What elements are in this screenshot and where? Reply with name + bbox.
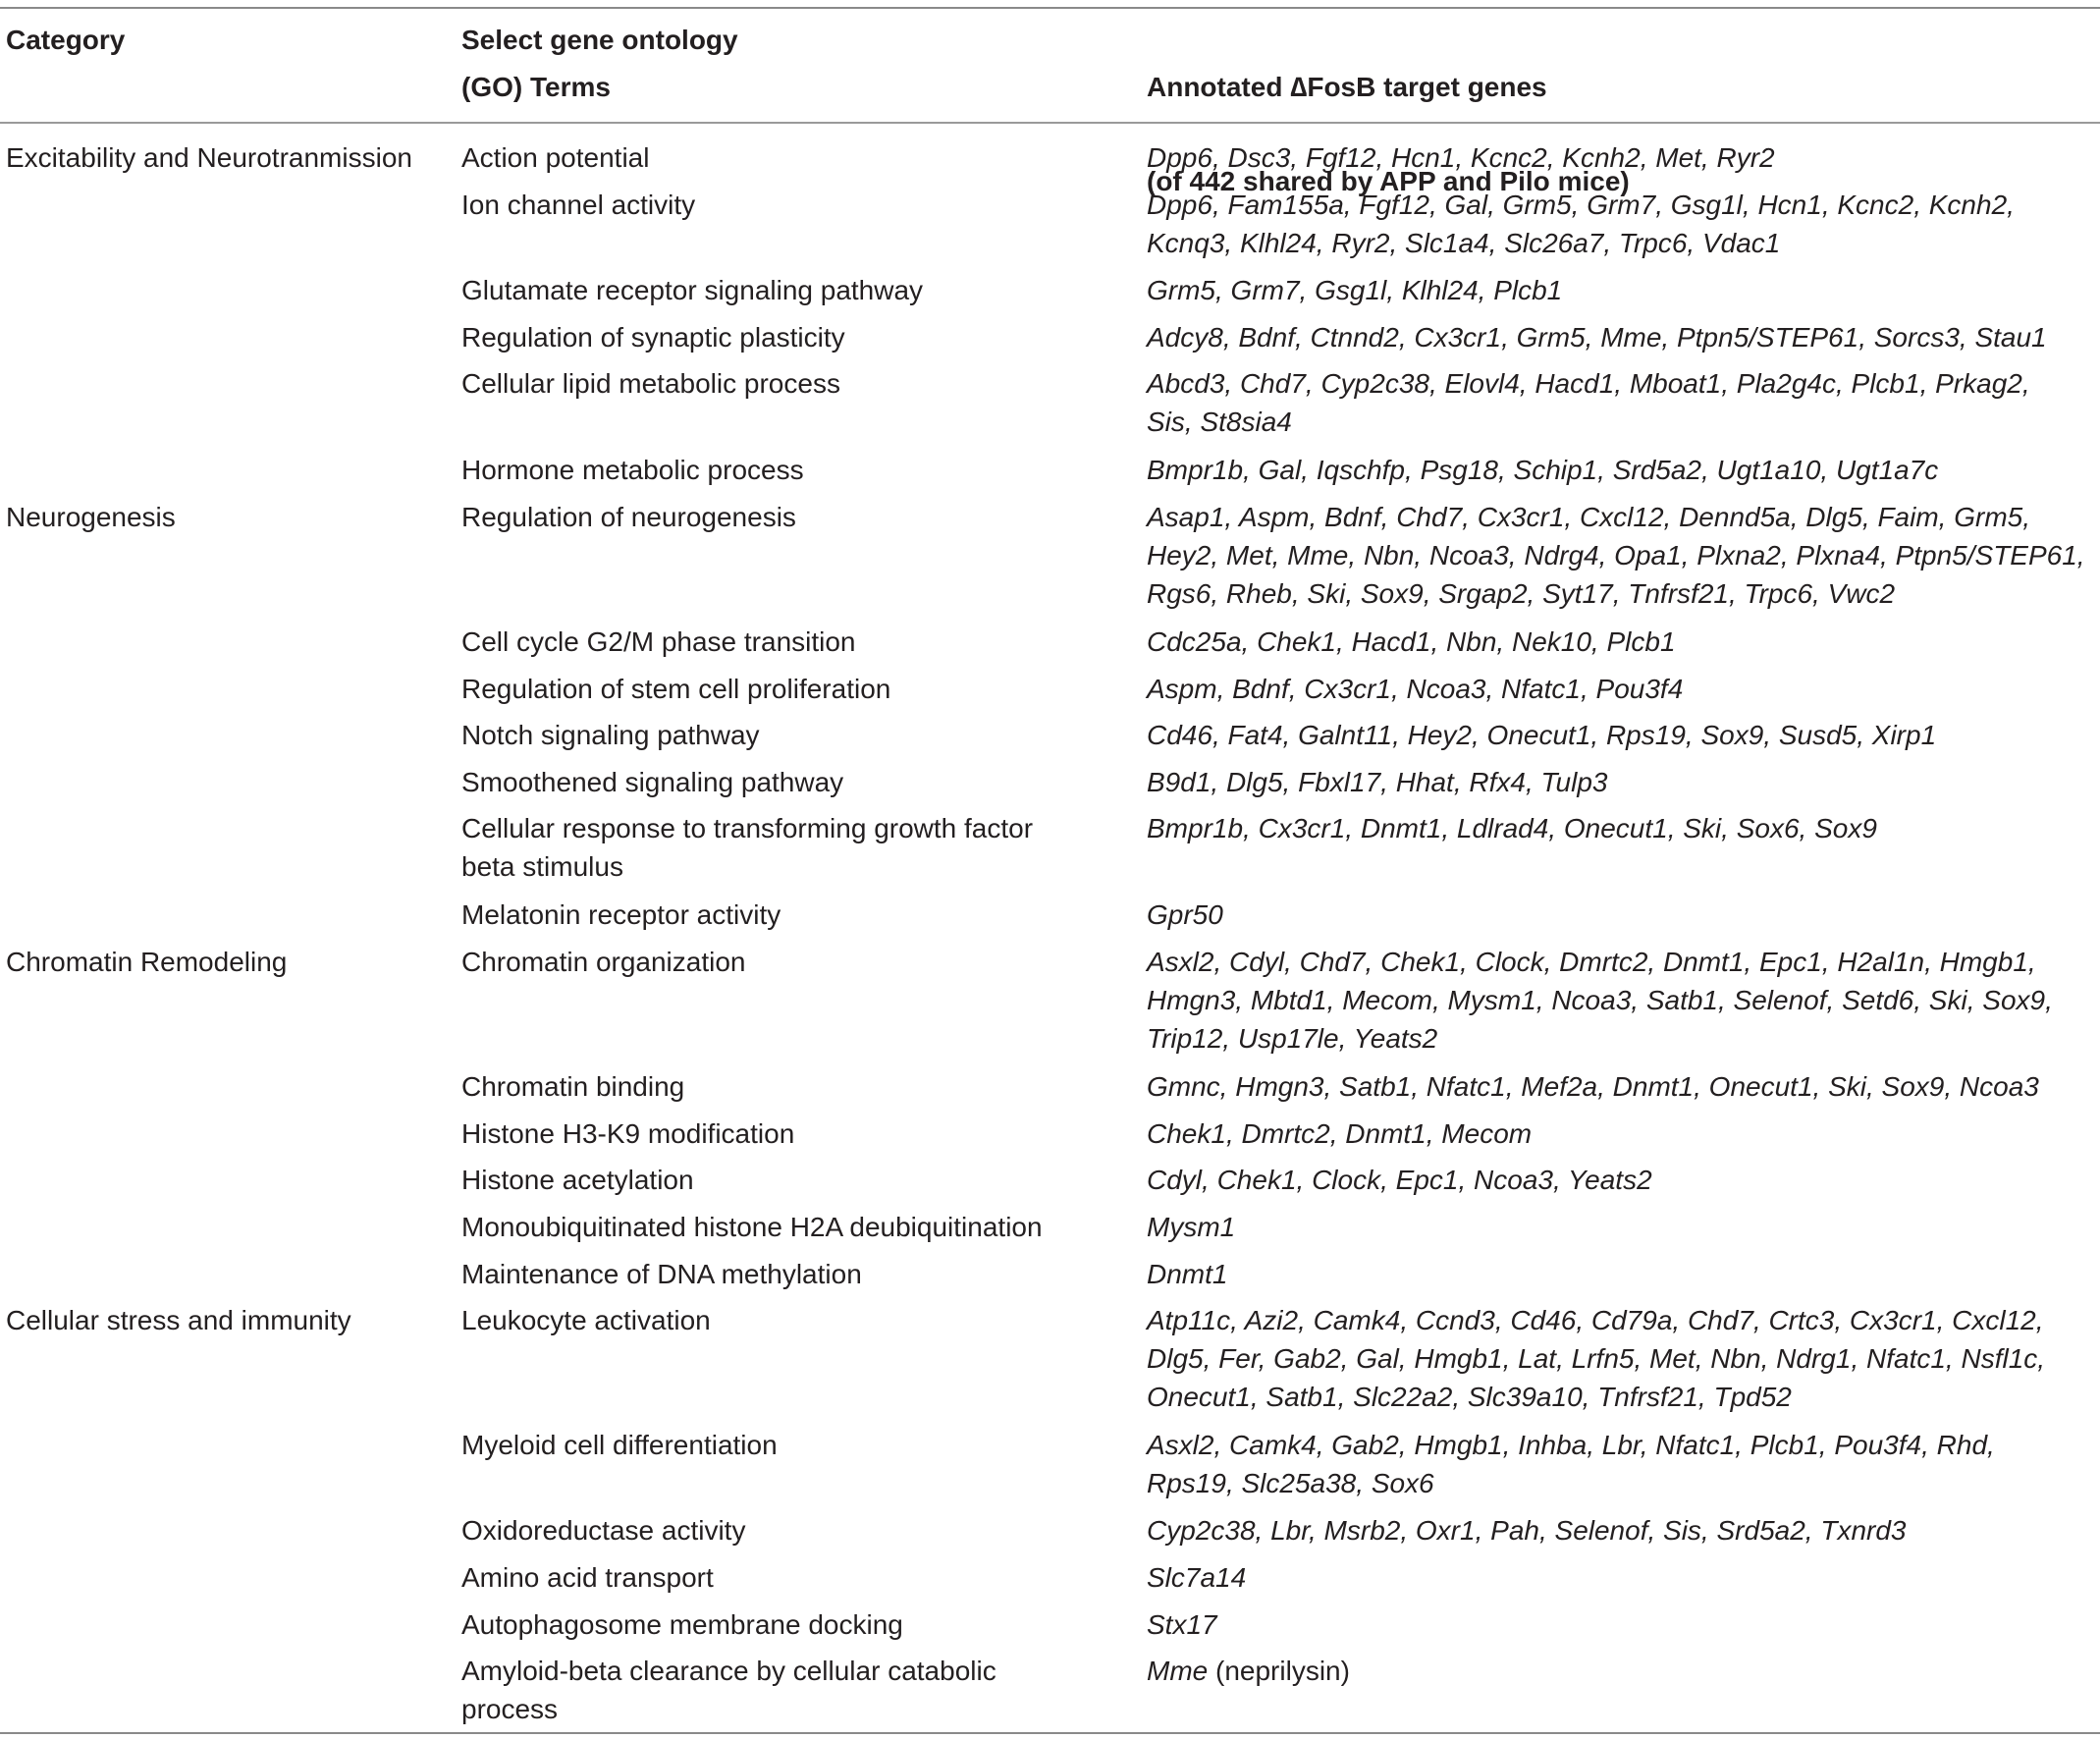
category-cell: Neurogenesis — [6, 502, 176, 532]
genes-cell: Slc7a14 — [1147, 1562, 1247, 1593]
header-rule — [0, 122, 2100, 124]
go-term-cell: Leukocyte activation — [461, 1305, 711, 1335]
genes-cell: Adcy8, Bdnf, Ctnnd2, Cx3cr1, Grm5, Mme, Ptpn5/STEP61, Sorcs3, Stau1 — [1147, 322, 2047, 353]
header-go-terms: Select gene ontology (GO) Terms — [461, 25, 738, 102]
genes-cell: Atp11c, Azi2, Camk4, Ccnd3, Cd46, Cd79a, Chd7, Crtc3, Cx3cr1, Cxcl12, Dlg5, Fer, Gab2, Gal, Hmgb1, Lat, Lrfn5, Met, Nbn, Ndrg1, Nfatc1, Nsfl1c, Onecut1, Satb1, Slc22a2, Slc39a10, Tnfrsf21, Tpd52 — [1147, 1305, 2046, 1412]
genes-cell: Abcd3, Chd7, Cyp2c38, Elovl4, Hacd1, Mboat1, Pla2g4c, Plcb1, Prkag2, Sis, St8sia4 — [1147, 368, 2030, 437]
go-term-cell: Ion channel activity — [461, 190, 696, 220]
genes-note: (neprilysin) — [1208, 1656, 1350, 1686]
genes-cell: Grm5, Grm7, Gsg1l, Klhl24, Plcb1 — [1147, 275, 1563, 305]
go-term-cell: Notch signaling pathway — [461, 720, 760, 750]
go-term-cell: Amino acid transport — [461, 1562, 714, 1593]
genes-cell: Bmpr1b, Gal, Iqschfp, Psg18, Schip1, Srd5a2, Ugt1a10, Ugt1a7c — [1147, 455, 1939, 485]
genes-cell: Dpp6, Dsc3, Fgf12, Hcn1, Kcnc2, Kcnh2, Met, Ryr2 — [1147, 142, 1775, 173]
genes-cell: Asap1, Aspm, Bdnf, Chd7, Cx3cr1, Cxcl12, Dennd5a, Dlg5, Faim, Grm5, Hey2, Met, Mme, Nbn, Ncoa3, Ndrg4, Opa1, Plxna2, Plxna4, Ptpn5/STEP61, Rgs6, Rheb, Ski, Sox9, Srgap2, Syt17, Tnfrsf21, Trpc6, Vwc2 — [1147, 502, 2085, 609]
genes-cell: B9d1, Dlg5, Fbxl17, Hhat, Rfx4, Tulp3 — [1147, 767, 1608, 797]
go-term-cell: Regulation of stem cell proliferation — [461, 674, 891, 704]
genes-cell: Cdyl, Chek1, Clock, Epc1, Ncoa3, Yeats2 — [1147, 1165, 1652, 1195]
category-cell: Cellular stress and immunity — [6, 1305, 351, 1335]
go-term-cell: Monoubiquitinated histone H2A deubiquitination — [461, 1212, 1043, 1242]
genes-cell: Gmnc, Hmgn3, Satb1, Nfatc1, Mef2a, Dnmt1, Onecut1, Ski, Sox9, Ncoa3 — [1147, 1071, 2039, 1102]
go-term-cell: Hormone metabolic process — [461, 455, 804, 485]
category-cell: Chromatin Remodeling — [6, 947, 288, 977]
go-term-cell: Oxidoreductase activity — [461, 1515, 746, 1546]
go-term-cell: Melatonin receptor activity — [461, 899, 781, 930]
go-term-cell: Chromatin organization — [461, 947, 746, 977]
go-term-cell: Amyloid-beta clearance by cellular catabolic process — [461, 1656, 996, 1724]
go-term-cell: Regulation of neurogenesis — [461, 502, 796, 532]
header-category: Category — [6, 25, 126, 55]
genes-cell: Mysm1 — [1147, 1212, 1236, 1242]
go-term-cell: Cellular lipid metabolic process — [461, 368, 840, 399]
go-term-cell: Histone acetylation — [461, 1165, 694, 1195]
genes-cell: Bmpr1b, Cx3cr1, Dnmt1, Ldlrad4, Onecut1, Ski, Sox6, Sox9 — [1147, 813, 1877, 843]
genes-cell: Cd46, Fat4, Galnt11, Hey2, Onecut1, Rps19, Sox9, Susd5, Xirp1 — [1147, 720, 1937, 750]
go-term-cell: Chromatin binding — [461, 1071, 685, 1102]
genes-cell: Dpp6, Fam155a, Fgf12, Gal, Grm5, Grm7, Gsg1l, Hcn1, Kcnc2, Kcnh2, Kcnq3, Klhl24, Ryr2, Slc1a4, Slc26a7, Trpc6, Vdac1 — [1147, 190, 2015, 258]
go-term-cell: Cell cycle G2/M phase transition — [461, 626, 856, 657]
go-term-cell: Glutamate receptor signaling pathway — [461, 275, 924, 305]
go-term-cell: Regulation of synaptic plasticity — [461, 322, 845, 353]
go-term-cell: Autophagosome membrane docking — [461, 1609, 903, 1640]
category-cell: Excitability and Neurotranmission — [6, 142, 412, 173]
genes-cell: Gpr50 — [1147, 899, 1223, 930]
table-bottom-rule — [0, 1732, 2100, 1734]
go-term-cell: Maintenance of DNA methylation — [461, 1259, 862, 1289]
go-term-cell: Cellular response to transforming growth factor beta stimulus — [461, 813, 1034, 882]
genes-cell: Asxl2, Camk4, Gab2, Hmgb1, Inhba, Lbr, Nfatc1, Plcb1, Pou3f4, Rhd, Rps19, Slc25a38, Sox6 — [1147, 1430, 1995, 1498]
go-term-cell: Myeloid cell differentiation — [461, 1430, 778, 1460]
go-term-cell: Histone H3-K9 modification — [461, 1118, 795, 1149]
genes-cell: Cdc25a, Chek1, Hacd1, Nbn, Nek10, Plcb1 — [1147, 626, 1676, 657]
genes-cell: Dnmt1 — [1147, 1259, 1228, 1289]
genes-cell: Stx17 — [1147, 1609, 1217, 1640]
table-top-rule — [0, 7, 2100, 9]
genes-cell: Asxl2, Cdyl, Chd7, Chek1, Clock, Dmrtc2, Dnmt1, Epc1, H2al1n, Hmgb1, Hmgn3, Mbtd1, Mecom, Mysm1, Ncoa3, Satb1, Selenof, Setd6, Ski, Sox9, Trip12, Usp17le, Yeats2 — [1147, 947, 2053, 1054]
header-target-genes: Annotated ∆FosB target genes (of 442 shared by APP and Pilo mice) — [1147, 72, 1630, 196]
genes-cell: Mme (neprilysin) — [1147, 1656, 1350, 1686]
genes-cell: Aspm, Bdnf, Cx3cr1, Ncoa3, Nfatc1, Pou3f4 — [1147, 674, 1684, 704]
go-term-cell: Action potential — [461, 142, 650, 173]
genes-cell: Chek1, Dmrtc2, Dnmt1, Mecom — [1147, 1118, 1533, 1149]
genes-cell: Cyp2c38, Lbr, Msrb2, Oxr1, Pah, Selenof, Sis, Srd5a2, Txnrd3 — [1147, 1515, 1907, 1546]
go-term-cell: Smoothened signaling pathway — [461, 767, 844, 797]
